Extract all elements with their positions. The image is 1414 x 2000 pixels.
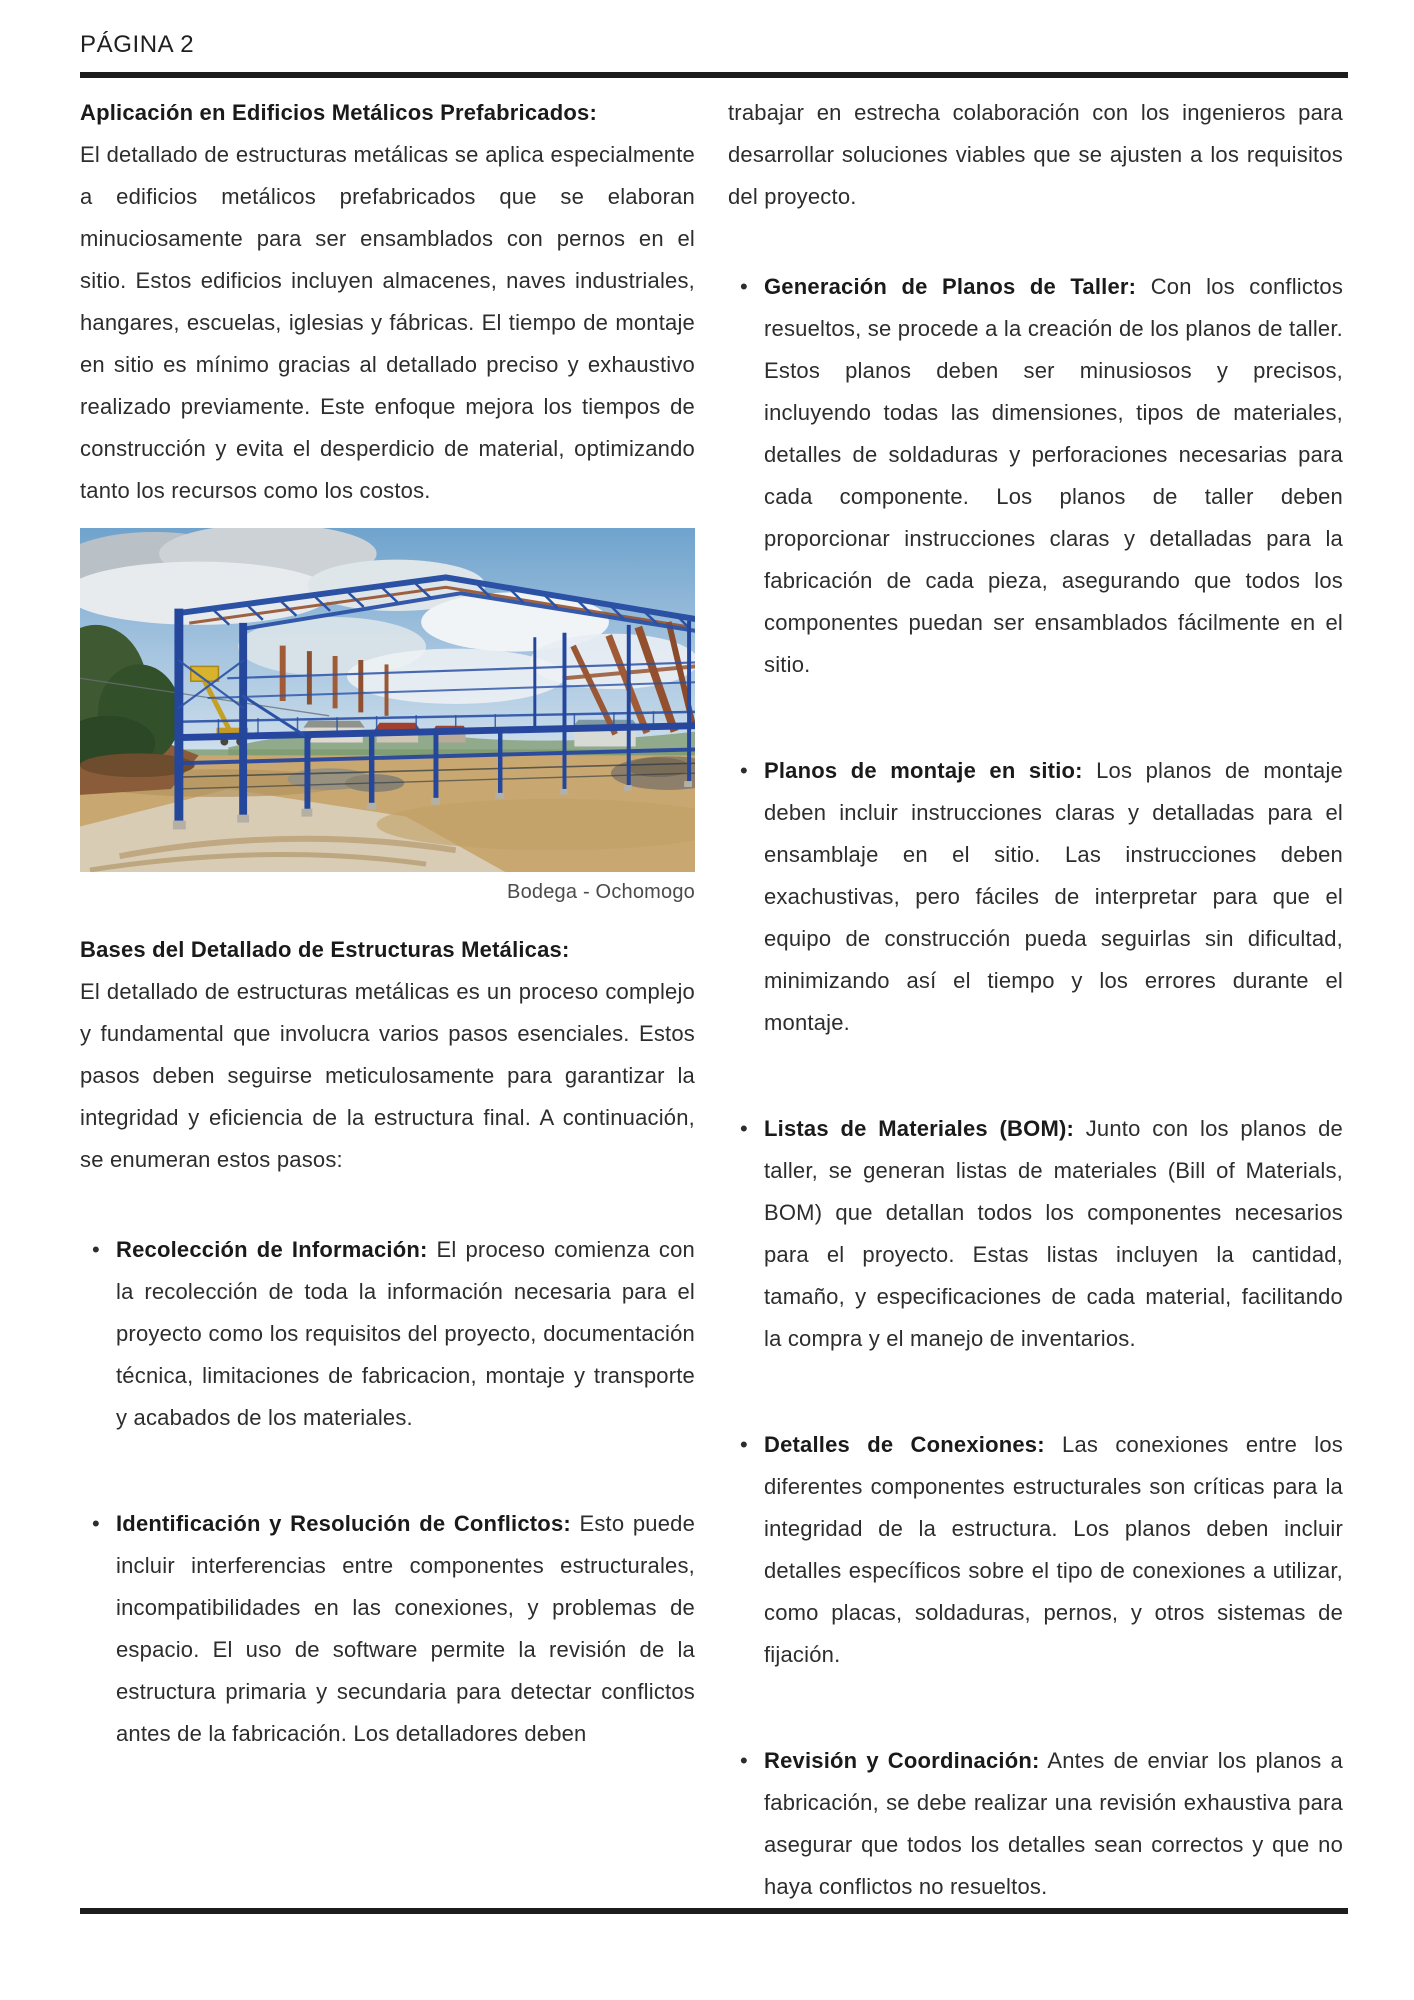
- photo-caption: Bodega - Ochomogo: [507, 881, 695, 903]
- right-column: [728, 92, 1343, 1908]
- bullet-lead: Revisión y Coordinación:: [764, 1748, 1040, 1773]
- bullet-text: El proceso comienza con la recolección de toda la información necesaria para el proyecto como los requisitos del proyecto, documentación técnica, limitaciones de fabricacion, montaje y transporte y acabados de los materiales.: [116, 1237, 695, 1430]
- list-item: [80, 1229, 695, 1439]
- section-heading-bases: Bases del Detallado de Estructuras Metálicas:: [80, 937, 570, 962]
- page-header: [80, 30, 1348, 60]
- bullet-lead: Recolección de Información:: [116, 1237, 428, 1262]
- bullet-icon: •: [740, 274, 748, 299]
- list-item: [728, 1424, 1343, 1676]
- list-item-paragraph: [116, 1503, 695, 1755]
- bullet-lead: Listas de Materiales (BOM):: [764, 1116, 1075, 1141]
- paragraph-bases: El detallado de estructuras metálicas es un proceso complejo y fundamental que involucra varios pasos esenciales. Estos pasos deben seguirse meticulosamente para garantizar la integridad y eficiencia de la estructura final. A continuación, se enumeran estos pasos:: [80, 979, 695, 1172]
- list-item-paragraph: [764, 266, 1343, 686]
- left-bullet-list: [80, 1229, 695, 1755]
- paragraph-aplicacion: El detallado de estructuras metálicas se aplica especialmente a edificios metálicos prefabricados que se elaboran minuciosamente para ser ensamblados con pernos en el sitio. Estos edificios incluyen almacenes, naves industriales, hangares, escuelas, iglesias y fábricas. El tiempo de montaje en sitio es mínimo gracias al detallado preciso y exhaustivo realizado previamente. Este enfoque mejora los tiempos de construcción y evita el desperdicio de material, optimizando tanto los recursos como los costos.: [80, 142, 695, 503]
- list-item-paragraph: [116, 1229, 695, 1439]
- bullet-text: Las conexiones entre los diferentes componentes estructurales son críticas para la integridad de la estructura. Los planos deben incluir detalles específicos sobre el tipo de conexiones a utilizar, como placas, soldaduras, pernos, y otros sistemas de fijación.: [764, 1432, 1343, 1667]
- bullet-icon: •: [740, 1432, 748, 1457]
- two-column-body: [80, 92, 1348, 1908]
- left-column: [80, 92, 695, 1908]
- bullet-icon: •: [740, 758, 748, 783]
- right-bullet-list: [728, 266, 1343, 1908]
- list-item: [728, 1108, 1343, 1360]
- figure-construction-photo: [80, 528, 695, 907]
- bullet-icon: •: [92, 1237, 100, 1262]
- bullet-lead: Planos de montaje en sitio:: [764, 758, 1083, 783]
- construction-photo: [80, 528, 695, 872]
- list-item: [80, 1503, 695, 1755]
- paragraph-continuation: trabajar en estrecha colaboración con los ingenieros para desarrollar soluciones viables que se ajusten a los requisitos del proyecto.: [728, 100, 1343, 209]
- list-item: [728, 750, 1343, 1044]
- bullet-text: Con los conflictos resueltos, se procede a la creación de los planos de taller. Estos planos deben ser minusiosos y precisos, incluyendo todas las dimensiones, tipos de materiales, detalles de soldaduras y perforaciones necesarias para cada componente. Los planos de taller deben proporcionar instrucciones claras y detalladas para la fabricación de cada pieza, asegurando que todos los componentes puedan ser ensamblados fácilmente en el sitio.: [764, 274, 1344, 677]
- bullet-icon: •: [740, 1748, 748, 1773]
- list-item-paragraph: [764, 750, 1343, 1044]
- list-item-paragraph: [764, 1424, 1343, 1676]
- bullet-icon: •: [740, 1116, 748, 1141]
- page-number: PÁGINA 2: [80, 31, 195, 58]
- bullet-text: Antes de enviar los planos a fabricación, se debe realizar una revisión exhaustiva para asegurar que todos los detalles sean correctos y que no haya conflictos no resueltos.: [764, 1748, 1343, 1899]
- list-item-paragraph: [764, 1108, 1343, 1360]
- list-item-paragraph: [764, 1740, 1343, 1908]
- bullet-text: Junto con los planos de taller, se generan listas de materiales (Bill of Materials, BOM) que detallan todos los componentes necesarios para el proyecto. Estas listas incluyen la cantidad, tamaño, y especificaciones de cada material, facilitando la compra y el manejo de inventarios.: [764, 1116, 1343, 1351]
- list-item: [728, 266, 1343, 686]
- bullet-lead: Detalles de Conexiones:: [764, 1432, 1045, 1457]
- bullet-text: Esto puede incluir interferencias entre componentes estructurales, incompatibilidades en las conexiones, y problemas de espacio. El uso de software permite la revisión de la estructura primaria y secundaria para detectar conflictos antes de la fabricación. Los detalladores deben: [116, 1511, 696, 1746]
- list-item: [728, 1740, 1343, 1908]
- section-heading-aplicacion: Aplicación en Edificios Metálicos Prefabricados:: [80, 100, 597, 125]
- bullet-icon: •: [92, 1511, 100, 1536]
- footer-rule: [80, 1908, 1348, 1914]
- bullet-lead: Generación de Planos de Taller:: [764, 274, 1137, 299]
- header-rule: [80, 72, 1348, 78]
- bullet-text: Los planos de montaje deben incluir instrucciones claras y detalladas para el ensamblaje en el sitio. Las instrucciones deben exachustivas, pero fáciles de interpretar para que el equipo de construcción pueda seguirlas sin dificultad, minimizando así el tiempo y los errores durante el montaje.: [764, 758, 1343, 1035]
- bullet-lead: Identificación y Resolución de Conflictos:: [116, 1511, 571, 1536]
